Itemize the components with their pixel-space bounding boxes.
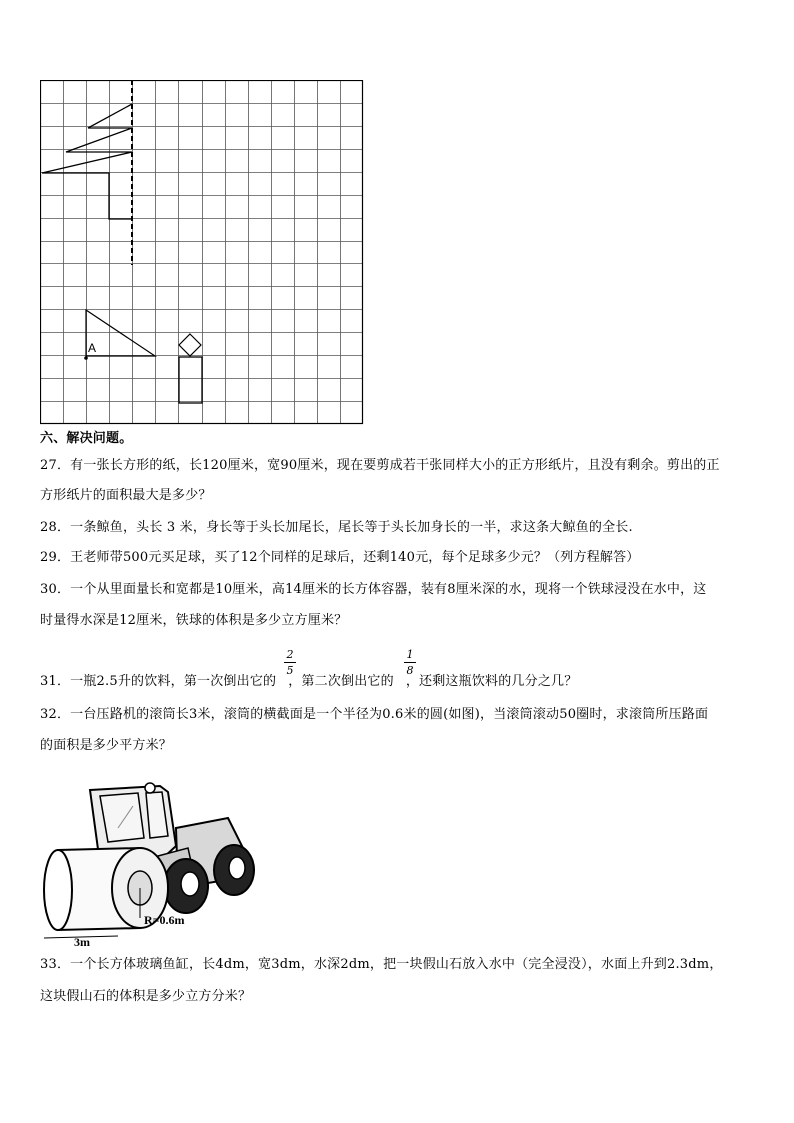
question-31 — [40, 673, 577, 691]
question-31-part-a: 31．一瓶2.5升的饮料，第一次倒出它的 — [40, 674, 277, 689]
question-30-line1: 30．一个从里面量长和宽都是10厘米，高14厘米的长方体容器，装有8厘米深的水，现将一个铁球浸没在水中，这 — [40, 582, 707, 597]
question-32-line1: 32．一台压路机的滚筒长3米，滚筒的横截面是一个半径为0.6米的圆(如图)，当滚筒滚动50圈时，求滚筒所压路面 — [40, 707, 709, 722]
section-title: 六、解决问题。 — [40, 431, 133, 446]
grid-figure — [40, 80, 364, 425]
road-roller-figure — [38, 778, 270, 948]
fraction-1-numerator: 2 — [286, 648, 294, 661]
fraction-2-denominator: 8 — [406, 664, 414, 677]
fraction-two-fifths — [284, 648, 296, 677]
roller-length-label: 3m — [74, 935, 90, 948]
fraction-2-numerator: 1 — [406, 648, 414, 661]
fraction-one-eighth — [404, 648, 416, 677]
question-27-line1: 27．有一张长方形的纸，长120厘米，宽90厘米，现在要剪成若干张同样大小的正方形纸片，且没有剩余。剪出的正 — [40, 458, 720, 473]
point-a-label: A — [88, 341, 97, 355]
question-27-line2: 方形纸片的面积最大是多少？ — [40, 488, 212, 503]
fraction-1-denominator: 5 — [286, 664, 294, 677]
question-33-line1: 33．一个长方体玻璃鱼缸，长4dm，宽3dm，水深2dm，把一块假山石放入水中（完全浸没），水面上升到2.3dm， — [40, 957, 723, 972]
question-32-line2: 的面积是多少平方米？ — [40, 738, 173, 753]
question-33-line2: 这块假山石的体积是多少立方分米？ — [40, 989, 252, 1004]
tree-half-shape — [42, 104, 132, 219]
question-30-line2: 时量得水深是12厘米，铁球的体积是多少立方厘米？ — [40, 613, 348, 628]
road-roller-svg — [38, 778, 270, 948]
question-31-part-c: ，还剩这瓶饮料的几分之几？ — [405, 674, 578, 689]
roller-radius-label: R=0.6m — [144, 913, 185, 927]
question-29: 29．王老师带500元买足球，买了12个同样的足球后，还剩140元，每个足球多少元？（列方程解答） — [40, 550, 640, 565]
question-28: 28．一条鲸鱼，头长 3 米，身长等于头长加尾长，尾长等于头长加身长的一半，求这条大鲸鱼的全长. — [40, 520, 633, 535]
point-a — [84, 356, 88, 360]
triangle-shape — [86, 310, 155, 356]
question-31-part-b: ，第二次倒出它的 — [288, 674, 394, 689]
diamond-shape — [179, 334, 201, 356]
grid-svg — [40, 80, 364, 425]
rectangle-shape — [179, 357, 202, 403]
